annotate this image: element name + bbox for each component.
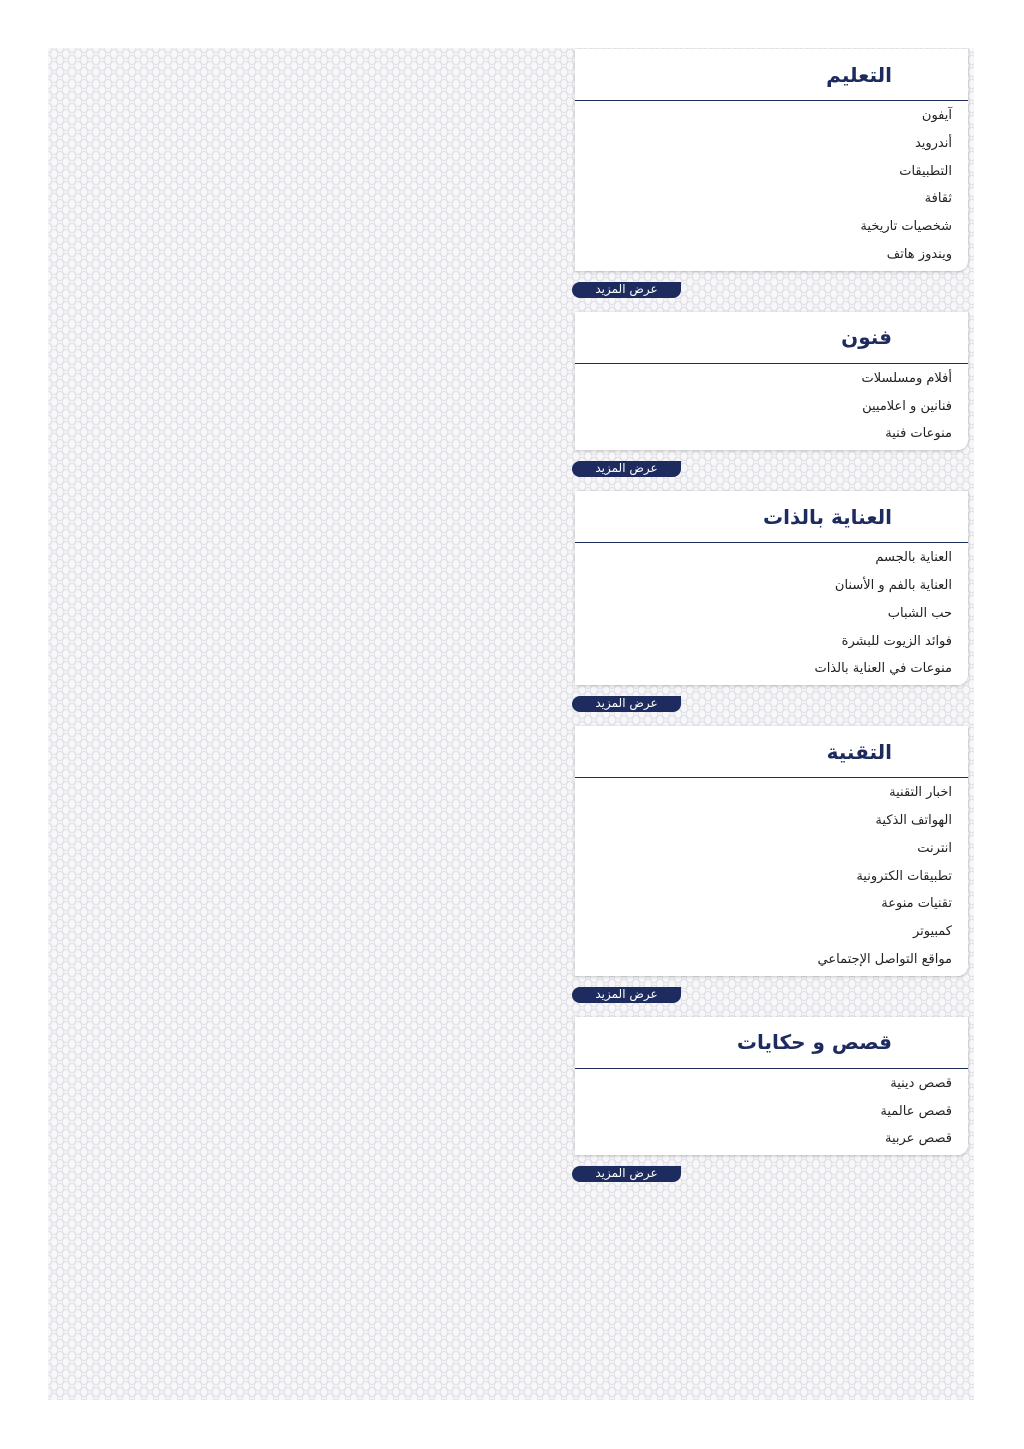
show-more-button[interactable]: عرض المزيد xyxy=(572,696,681,712)
category-title[interactable]: العناية بالذات xyxy=(763,504,892,529)
list-item[interactable]: قصص دينية xyxy=(890,1075,952,1091)
category-list xyxy=(575,543,968,685)
list-item[interactable]: العناية بالفم و الأسنان xyxy=(834,577,952,593)
list-item[interactable]: الهواتف الذكية xyxy=(875,812,952,828)
list-item[interactable]: تقنيات منوعة xyxy=(881,896,952,912)
category-title[interactable]: التقنية xyxy=(826,739,892,764)
list-item[interactable]: أفلام ومسلسلات xyxy=(861,370,952,386)
category-header xyxy=(575,726,968,778)
category-list xyxy=(575,364,968,450)
category-list xyxy=(575,1069,968,1155)
category-title[interactable]: التعليم xyxy=(826,62,892,87)
list-item[interactable]: منوعات فنية xyxy=(885,426,952,442)
category-title[interactable]: قصص و حكايات xyxy=(736,1030,892,1055)
category-card xyxy=(575,312,968,450)
list-item[interactable]: آيفون xyxy=(921,108,952,123)
show-more-button[interactable]: عرض المزيد xyxy=(572,1166,681,1182)
list-item[interactable]: مواقع التواصل الإجتماعي xyxy=(817,951,952,967)
category-education xyxy=(572,49,968,298)
categories-column xyxy=(572,49,968,1196)
category-list xyxy=(575,101,968,271)
list-item[interactable]: ويندوز هاتف xyxy=(886,246,952,262)
category-card xyxy=(575,1017,968,1155)
list-item[interactable]: التطبيقات xyxy=(899,163,952,179)
list-item[interactable]: فوائد الزيوت للبشرة xyxy=(841,633,952,649)
show-more-button[interactable]: عرض المزيد xyxy=(572,987,681,1003)
list-item[interactable]: كمبيوتر xyxy=(912,924,952,940)
category-header xyxy=(575,1017,968,1069)
category-stories xyxy=(572,1017,968,1182)
list-item[interactable]: أندرويد xyxy=(914,135,952,151)
category-technology xyxy=(572,726,968,1003)
list-item[interactable]: انترنت xyxy=(917,840,952,856)
list-item[interactable]: تطبيقات الكترونية xyxy=(856,868,952,884)
list-item[interactable]: فنانين و اعلاميين xyxy=(862,398,952,414)
show-more-button[interactable]: عرض المزيد xyxy=(572,461,681,477)
category-list xyxy=(575,778,968,976)
category-title[interactable]: فنون xyxy=(841,325,892,350)
list-item[interactable]: ثقافة xyxy=(924,191,952,207)
list-item[interactable]: قصص عربية xyxy=(885,1131,952,1147)
category-header xyxy=(575,49,968,101)
list-item[interactable]: اخبار التقنية xyxy=(889,785,952,801)
list-item[interactable]: حب الشباب xyxy=(887,605,952,621)
category-card xyxy=(575,726,968,976)
list-item[interactable]: العناية بالجسم xyxy=(875,550,952,566)
category-header xyxy=(575,491,968,543)
category-arts xyxy=(572,312,968,477)
list-item[interactable]: قصص عالمية xyxy=(880,1103,952,1119)
category-header xyxy=(575,312,968,364)
category-card xyxy=(575,49,968,271)
category-card xyxy=(575,491,968,685)
category-self-care xyxy=(572,491,968,712)
show-more-button[interactable]: عرض المزيد xyxy=(572,282,681,298)
list-item[interactable]: منوعات في العناية بالذات xyxy=(814,661,952,677)
list-item[interactable]: شخصيات تاريخية xyxy=(860,219,952,235)
